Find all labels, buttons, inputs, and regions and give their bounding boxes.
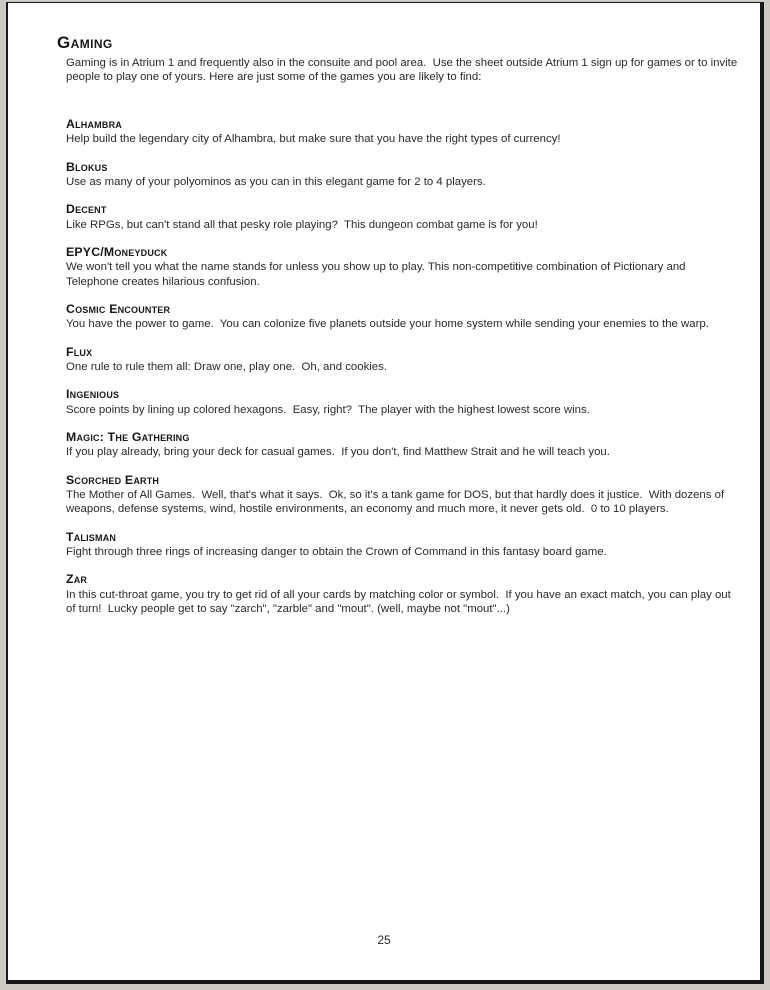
game-title: Zar	[66, 572, 88, 587]
game-title: Scorched Earth	[66, 472, 160, 487]
game-title: Blokus	[66, 159, 108, 174]
game-description: Like RPGs, but can't stand all that pesky role playing? This dungeon combat game is for you!	[66, 218, 538, 231]
game-title: Cosmic Encounter	[66, 301, 171, 316]
game-description: In this cut-throat game, you try to get rid of all your cards by matching color or symbol. If you have an exact match, you can play out of turn! Lucky people get to say "zarch", "zarble" and "mout". (well, maybe not "mout"...)	[66, 588, 734, 615]
game-entry	[66, 303, 740, 332]
game-entry	[66, 118, 740, 147]
game-title: EPYC/Moneyduck	[66, 244, 168, 259]
text-column	[66, 56, 740, 616]
game-entry	[66, 161, 740, 190]
game-description: You have the power to game. You can colonize five planets outside your home system while sending your enemies to the warp.	[66, 318, 709, 331]
game-description: Help build the legendary city of Alhambra, but make sure that you have the right types of currency!	[66, 133, 561, 146]
game-title: Magic: The Gathering	[66, 429, 190, 444]
game-description: Use as many of your polyominos as you can in this elegant game for 2 to 4 players.	[66, 176, 486, 189]
game-description: We won't tell you what the name stands for unless you show up to play. This non-competitive combination of Pictionary and Telephone creates hilarious confusion.	[66, 261, 689, 288]
game-title: Talisman	[66, 529, 117, 544]
game-title: Decent	[66, 202, 107, 217]
game-title: Flux	[66, 344, 93, 359]
page-content	[8, 3, 760, 616]
page-number: 25	[377, 933, 391, 947]
game-entry	[66, 573, 740, 616]
game-entry	[66, 531, 740, 560]
game-title: Alhambra	[66, 116, 122, 131]
intro-paragraph: Gaming is in Atrium 1 and frequently also in the consuite and pool area. Use the sheet outside Atrium 1 sign up for games or to invite people to play one of yours. Here are just some of the games you are likely to find:	[66, 57, 741, 84]
game-entry	[66, 346, 740, 375]
page-title: Gaming	[57, 33, 113, 52]
document-page	[6, 2, 764, 984]
game-description: One rule to rule them all: Draw one, play one. Oh, and cookies.	[66, 361, 388, 374]
game-list	[66, 118, 740, 616]
game-description: Fight through three rings of increasing danger to obtain the Crown of Command in this fantasy board game.	[66, 546, 607, 559]
game-entry	[66, 246, 740, 289]
game-description: The Mother of All Games. Well, that's what it says. Ok, so it's a tank game for DOS, but that hardly does it justice. With dozens of weapons, defense systems, wind, hostile environments, an economy and much more, it never gets old. 0 to 10 players.	[66, 489, 728, 516]
game-description: If you play already, bring your deck for casual games. If you don't, find Matthew Strait and he will teach you.	[66, 446, 610, 459]
game-title: Ingenious	[66, 387, 120, 402]
game-entry	[66, 474, 740, 517]
game-entry	[66, 431, 740, 460]
game-description: Score points by lining up colored hexagons. Easy, right? The player with the highest lowest score wins.	[66, 403, 590, 416]
game-entry	[66, 203, 740, 232]
game-entry	[66, 388, 740, 417]
